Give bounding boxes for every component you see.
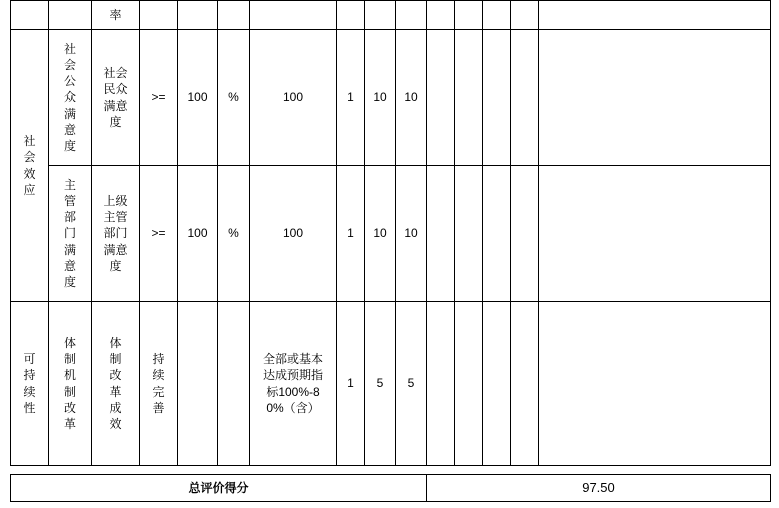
cell-level3-text: 社会民众满意度 [103, 66, 128, 129]
cell-level2-reform [49, 302, 92, 466]
cell-unit [218, 1, 250, 30]
evaluation-table [10, 0, 771, 502]
cell-level3-reform-effect [92, 302, 140, 466]
cell-extra-1 [427, 30, 455, 166]
cell-target: 100 [250, 166, 337, 302]
cell-extra-2 [455, 302, 483, 466]
cell-w2: 10 [365, 30, 396, 166]
cell-level2-public-satisfaction [49, 30, 92, 166]
cell-extra-1 [427, 166, 455, 302]
cell-remark [539, 302, 771, 466]
cell-value: 100 [178, 166, 218, 302]
cell-level2-text: 体制机制改革 [64, 335, 77, 431]
cell-w2 [365, 1, 396, 30]
cell-extra-2 [455, 166, 483, 302]
cell-symbol-continuous [140, 302, 178, 466]
table-spacer-row [11, 466, 771, 475]
table-row [11, 30, 771, 166]
cell-extra-4 [511, 166, 539, 302]
table-total-row [11, 475, 771, 502]
cell-extra-3 [483, 1, 511, 30]
cell-symbol: >= [140, 166, 178, 302]
cell-unit: % [218, 166, 250, 302]
cell-extra-4 [511, 302, 539, 466]
cell-target [250, 302, 337, 466]
cell-target [250, 1, 337, 30]
cell-remark [539, 1, 771, 30]
cell-w3: 5 [396, 302, 427, 466]
cell-level3 [92, 1, 140, 30]
table-row [11, 1, 771, 30]
cell-remark [539, 166, 771, 302]
cell-w1: 1 [337, 166, 365, 302]
cell-extra-4 [511, 1, 539, 30]
cell-w3: 10 [396, 166, 427, 302]
cell-level3-text: 体制改革成效 [109, 335, 122, 431]
cell-extra-2 [455, 1, 483, 30]
cell-unit: % [218, 30, 250, 166]
total-label: 总评价得分 [11, 475, 427, 502]
cell-extra-1 [427, 302, 455, 466]
cell-w1: 1 [337, 30, 365, 166]
cell-level3-superior [92, 166, 140, 302]
cell-extra-4 [511, 30, 539, 166]
spacer-cell [11, 466, 771, 475]
cell-level2-text: 社会公众满意度 [64, 41, 77, 153]
cell-extra-3 [483, 302, 511, 466]
cell-extra-3 [483, 166, 511, 302]
cell-symbol-text: 持续完善 [152, 352, 165, 415]
cell-level1 [11, 1, 49, 30]
cell-level3-text: 率 [109, 7, 122, 22]
cell-w3: 10 [396, 30, 427, 166]
table-row [11, 166, 771, 302]
cell-remark [539, 30, 771, 166]
cell-extra-1 [427, 1, 455, 30]
cell-value [178, 1, 218, 30]
cell-value [178, 302, 218, 466]
cell-w2: 5 [365, 302, 396, 466]
cell-level2-superior-satisfaction [49, 166, 92, 302]
cell-w3 [396, 1, 427, 30]
cell-level1-text: 可持续性 [23, 352, 36, 415]
cell-value: 100 [178, 30, 218, 166]
cell-level2 [49, 1, 92, 30]
cell-target-text: 全部或基本达成预期指标100%-80%（含） [262, 352, 323, 415]
cell-target: 100 [250, 30, 337, 166]
cell-extra-3 [483, 30, 511, 166]
cell-level1-text: 社会效应 [23, 134, 36, 197]
cell-w1 [337, 1, 365, 30]
cell-level3-text: 上级主管部门满意度 [103, 194, 128, 273]
cell-w2: 10 [365, 166, 396, 302]
cell-level2-text: 主管部门满意度 [64, 177, 77, 289]
cell-level1-sustainability [11, 302, 49, 466]
table-row [11, 302, 771, 466]
cell-symbol: >= [140, 30, 178, 166]
cell-w1: 1 [337, 302, 365, 466]
cell-level3-public [92, 30, 140, 166]
cell-unit [218, 302, 250, 466]
cell-level1-social-effect [11, 30, 49, 302]
total-score: 97.50 [427, 475, 771, 502]
cell-extra-2 [455, 30, 483, 166]
cell-symbol [140, 1, 178, 30]
